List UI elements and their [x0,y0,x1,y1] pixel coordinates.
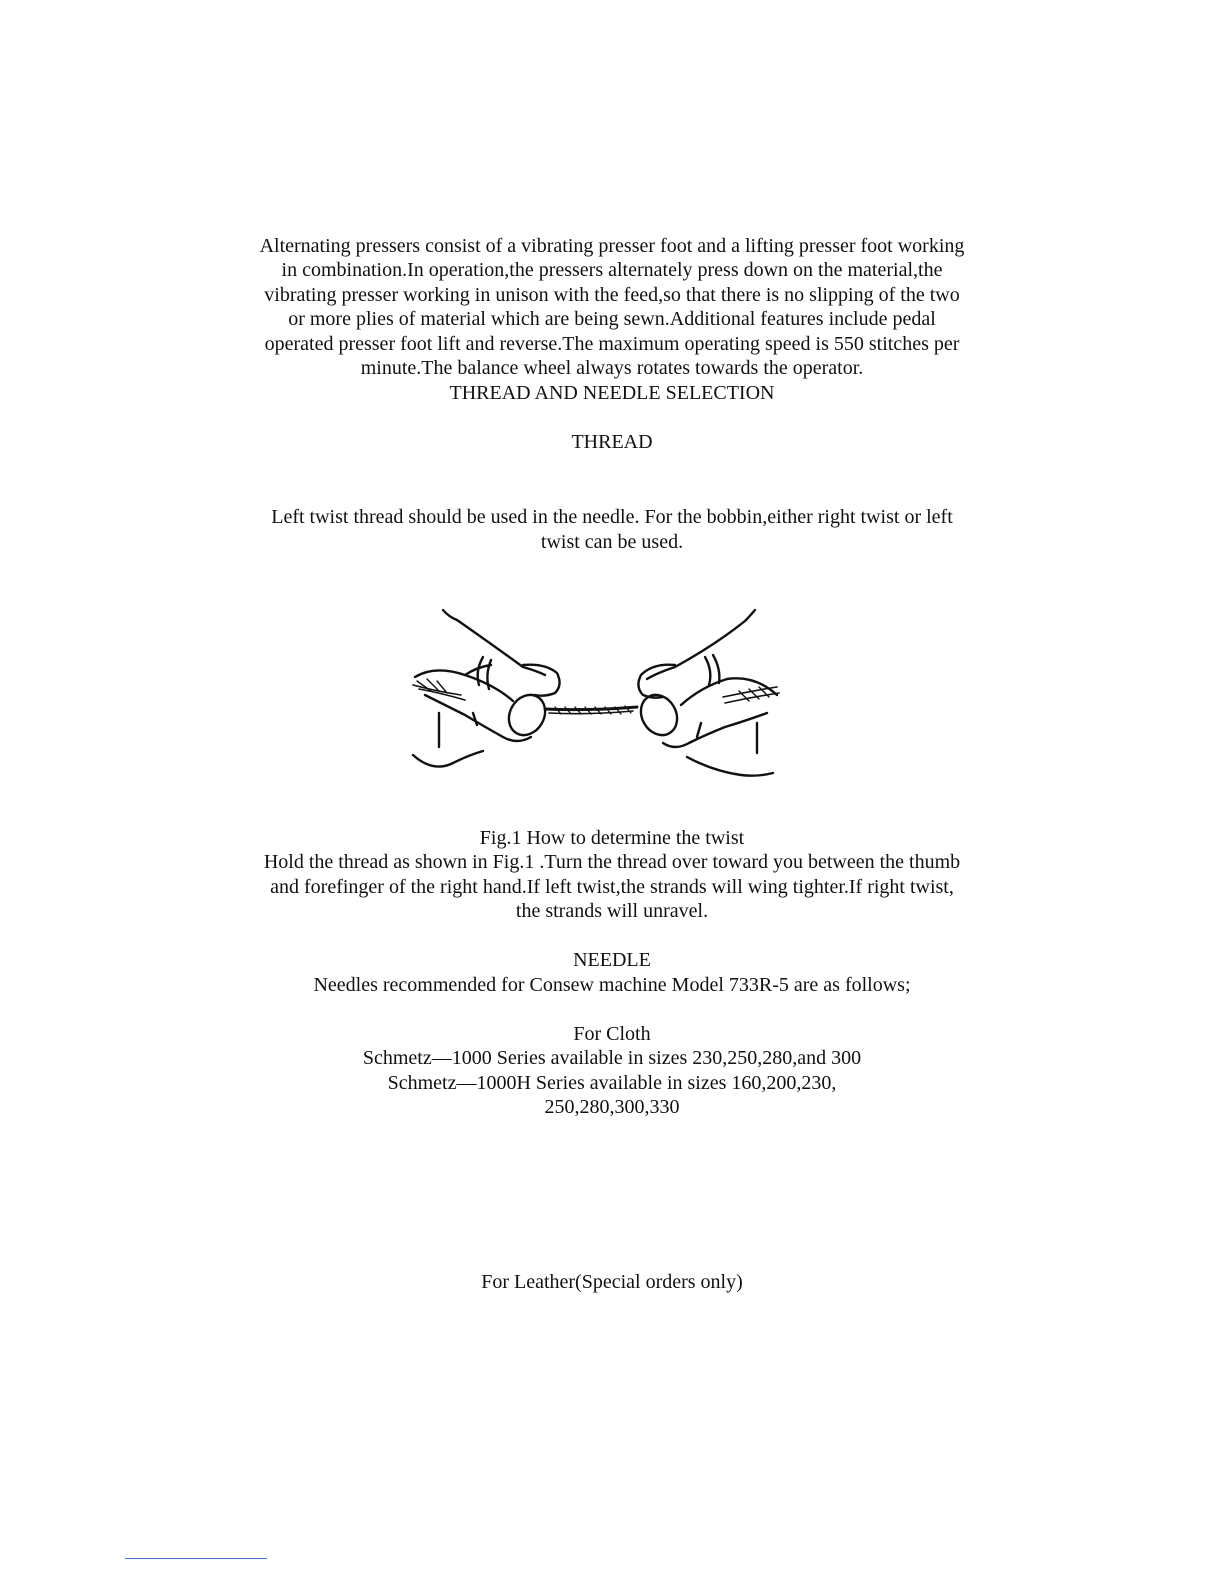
instructions-line-3: the strands will unravel. [515,900,709,922]
cloth-line-2: Schmetz—1000H Series available in sizes 160,200,230, [387,1072,837,1094]
cloth-line-1: Schmetz—1000 Series available in sizes 230,250,280,and 300 [362,1047,862,1069]
twist-figure-illustration [405,605,785,785]
right-hand-drawing [634,610,779,776]
twisted-thread-drawing [545,706,637,714]
cloth-heading: For Cloth [573,1023,651,1045]
needle-heading: NEEDLE [573,949,651,971]
thread-heading: THREAD [571,431,653,453]
intro-line-5: operated presser foot lift and reverse.The maximum operating speed is 550 stitches per [264,333,960,355]
leather-heading: For Leather(Special orders only) [481,1271,743,1293]
needle-intro: Needles recommended for Consew machine Model 733R-5 are as follows; [313,974,911,996]
intro-line-1: Alternating pressers consist of a vibrating presser foot and a lifting presser foot working [259,235,965,257]
intro-line-4: or more plies of material which are being sewn.Additional features include pedal [288,308,936,330]
section-heading: THREAD AND NEEDLE SELECTION [449,382,775,404]
intro-line-2: in combination.In operation,the pressers alternately press down on the material,the [281,259,943,281]
intro-line-6: minute.The balance wheel always rotates towards the operator. [360,357,864,379]
instructions-line-1: Hold the thread as shown in Fig.1 .Turn the thread over toward you between the thumb [263,851,961,873]
intro-line-3: vibrating presser working in unison with the feed,so that there is no slipping of the two [264,284,960,306]
thread-text-line-2: twist can be used. [540,531,684,553]
figure-caption: Fig.1 How to determine the twist [479,827,745,849]
instructions-line-2: and forefinger of the right hand.If left twist,the strands will wing tighter.If right twist, [270,876,954,898]
left-hand-drawing [413,610,560,767]
cloth-line-3: 250,280,300,330 [544,1096,680,1118]
footnote-divider [125,1558,267,1559]
thread-text-line-1: Left twist thread should be used in the needle. For the bobbin,either right twist or left [271,506,953,528]
